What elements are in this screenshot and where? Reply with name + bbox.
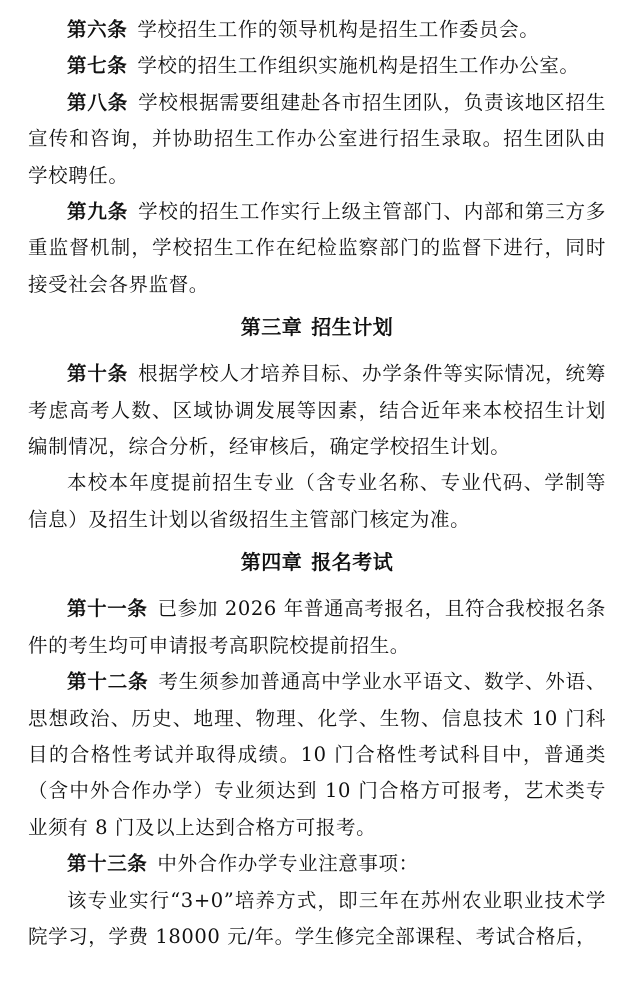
article-label: 第十一条 [67,597,148,621]
article-8 [28,85,606,194]
article-label: 第十二条 [67,670,149,694]
article-11 [28,591,606,664]
article-label: 第十条 [67,362,129,386]
chapter-number: 第三章 [240,315,303,340]
article-text: 已参加 2026 年普通高考报名，且符合我校报名条件的考生均可申请报考高职院校提前招生。 [28,597,606,657]
document-page [28,12,606,955]
article-text: 考生须参加普通高中学业水平语文、数学、外语、思想政治、历史、地理、物理、化学、生物、信息技术 10 门科目的合格性考试并取得成绩。10 门合格性考试科目中，普通类（含中外合作办学）专业须达到 10 门合格方可报考，艺术类专业须有 8 门及以上达到合格方可报考。 [28,670,607,839]
article-13 [28,846,606,882]
chapter-3-heading [28,303,606,356]
article-9 [28,194,606,303]
article-text: 学校的招生工作组织实施机构是招生工作办公室。 [137,54,580,78]
article-label: 第六条 [67,18,128,41]
article-12 [28,664,606,846]
chapter-title: 招生计划 [311,315,394,340]
article-text: 根据学校人才培养目标、办学条件等实际情况，统筹考虑高考人数、区域协调发展等因素，结合近年来本校招生计划编制情况，综合分析，经审核后，确定学校招生计划。 [28,362,606,459]
chapter-3-paragraph: 本校本年度提前招生专业（含专业名称、专业代码、学制等信息）及招生计划以省级招生主管部门核定为准。 [28,471,606,531]
chapter-4-heading [28,538,606,591]
article-text: 学校招生工作的领导机构是招生工作委员会。 [137,18,540,41]
article-10 [28,356,606,465]
article-text: 学校根据需要组建赴各市招生团队，负责该地区招生宣传和咨询，并协助招生工作办公室进行招生录取。招生团队由学校聘任。 [28,90,606,187]
article-label: 第十三条 [67,852,148,876]
chapter-title: 报名考试 [311,550,394,575]
article-6 [28,12,606,48]
article-label: 第九条 [67,200,129,224]
article-text: 中外合作办学专业注意事项： [157,852,419,876]
article-label: 第七条 [67,54,128,78]
chapter-number: 第四章 [240,550,303,575]
chapter-4-paragraph: 该专业实行“3+0”培养方式，即三年在苏州农业职业技术学院学习，学费 18000 元/年。学生修完全部课程、考试合格后， [28,888,606,948]
article-label: 第八条 [67,90,129,114]
article-text: 学校的招生工作实行上级主管部门、内部和第三方多重监督机制，学校招生工作在纪检监察部门的监督下进行，同时接受社会各界监督。 [28,200,606,296]
article-7 [28,48,606,84]
